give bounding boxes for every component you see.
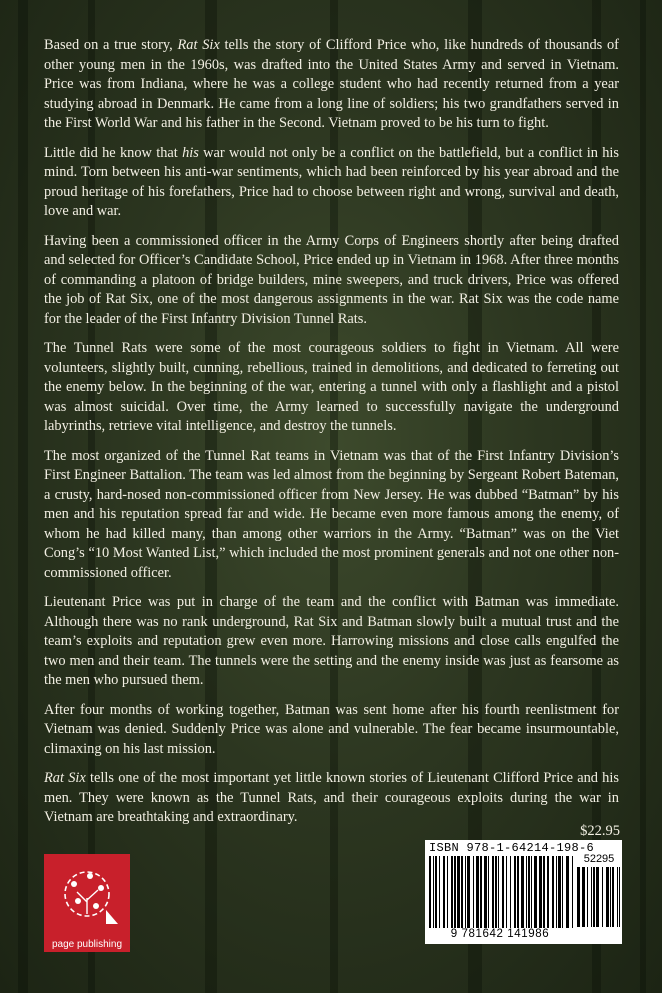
blurb-text: Based on a true story,	[44, 37, 178, 53]
isbn-barcode	[425, 840, 622, 944]
barcode-bar	[526, 856, 527, 928]
barcode-bar	[531, 856, 532, 928]
barcode-bar	[543, 856, 545, 928]
barcode-bar	[547, 856, 549, 928]
barcode-bar	[447, 856, 448, 928]
barcode-bar	[514, 856, 516, 928]
blurb-text: Little did he know that	[44, 144, 183, 161]
barcode-bar	[582, 867, 585, 927]
ean-number: 9 781642 141986	[450, 928, 550, 940]
blurb-paragraph-8	[44, 769, 619, 828]
barcode-bar	[435, 856, 437, 928]
tree-trunk	[18, 0, 28, 993]
barcode-bar	[433, 856, 434, 928]
barcode-bar	[461, 856, 463, 928]
blurb-text: tells one of the most important yet little known stories of Lieutenant Clifford Price and his men. They were known as the Tunnel Rats, and their courageous exploits during the war in Vietnam are breathtaking and extraordinary.	[44, 770, 619, 825]
barcode-bars	[429, 856, 573, 928]
barcode-bar	[476, 856, 479, 928]
barcode-bar	[495, 856, 497, 928]
barcode-bar	[558, 856, 561, 928]
publisher-logo	[44, 854, 130, 952]
barcode-bar	[619, 867, 620, 927]
barcode-bar	[506, 856, 507, 928]
barcode-bar	[617, 867, 618, 927]
price-addon-code: 52295	[583, 853, 615, 865]
barcode-bar	[498, 856, 499, 928]
barcode-bar	[457, 856, 460, 928]
price-label: $22.95	[580, 823, 620, 839]
barcode-bar	[591, 867, 592, 927]
barcode-bar	[610, 867, 611, 927]
barcode-bar	[488, 856, 489, 928]
barcode-bar	[439, 856, 440, 928]
barcode-bar	[517, 856, 519, 928]
back-cover-blurb	[44, 36, 619, 838]
barcode-bar	[602, 867, 603, 927]
barcode-bar	[596, 867, 599, 927]
barcode-bar	[587, 867, 588, 927]
barcode-bar	[484, 856, 487, 928]
blurb-text: tells the story of Clifford Price who, like hundreds of thousands of other young men in the 1960s, was drafted into the United States Army and served in Vietnam. Price was from Indiana, where he was a college student who had recently returned from a year studying abroad in Denmark. He came from a long line of soldiers; his two grandfathers served in the First World War and his father in the Second. Vietnam proved to be his turn to fight.	[44, 37, 619, 131]
barcode-bar	[552, 856, 554, 928]
barcode-bar	[528, 856, 530, 928]
blurb-paragraph-1	[44, 36, 619, 134]
barcode-bar	[467, 856, 470, 928]
barcode-bar	[521, 856, 524, 928]
barcode-bar	[593, 867, 595, 927]
barcode-bar	[606, 867, 609, 927]
blurb-paragraph-5: The most organized of the Tunnel Rat teams in Vietnam was that of the First Infantry Division’s First Engineer Battalion. The team was led almost from the beginning by Sergeant Robert Bateman, a crusty, hard-nosed non-commissioned officer from New Jersey. He was dubbed “Batman” by his men and his reputation spread far and wide. He became even more famous among the enemy, of whom he had killed many, than among other warriors in the Army. “Batman” was on the Viet Cong’s “10 Most Wanted List,” which included the most prominent generals and not one other non-commissioned officer.	[44, 447, 619, 581]
barcode-bar	[539, 856, 542, 928]
book-title-italic: Rat Six	[44, 770, 86, 786]
blurb-paragraph-7: After four months of working together, Batman was sent home after his fourth reenlistment for Vietnam was denied. Suddenly Price was alone and vulnerable. The fear became insurmountable, climaxing on his last mission.	[44, 701, 619, 757]
barcode-bar	[480, 856, 482, 928]
barcode-bar	[612, 867, 614, 927]
publisher-name: page publishing	[51, 939, 123, 950]
addon-barcode-bars	[577, 867, 621, 927]
publisher-tree-icon	[44, 854, 130, 934]
blurb-paragraph-6: Lieutenant Price was put in charge of the team and the conflict with Batman was immediate. Although there was no rank underground, Rat Six and Batman slowly built a mutual trust and the team’s exploits and reputation grew even more. Harrowing missions and close calls engulfed the two men and their team. The tunnels were the setting and the enemy inside was just as fearsome as the men who pursued them.	[44, 594, 619, 688]
barcode-bar	[492, 856, 494, 928]
tree-trunk	[640, 0, 646, 993]
emphasis-word: his	[182, 144, 199, 161]
barcode-bar	[566, 856, 569, 928]
blurb-paragraph-4: The Tunnel Rats were some of the most courageous soldiers to fight in Vietnam. All were volunteers, slightly built, cunning, rebellious, trained in demolitions, and dedicated to ferreting out the enemy below. In the beginning of the war, entering a tunnel with only a flashlight and a pistol was almost suicidal. Over time, the Army learned to successfully navigate the underground labyrinths, retrieve vital intelligence, and destroy the tunnels.	[44, 340, 619, 434]
barcode-bar	[556, 856, 557, 928]
blurb-paragraph-3: Having been a commissioned officer in the Army Corps of Engineers shortly after being drafted and selected for Officer’s Candidate School, Price ended up in Vietnam in 1968. After three months of commanding a platoon of bridge builders, mine sweepers, and truck drivers, Price was offered the job of Rat Six, one of the most dangerous assignments in the war. Rat Six was the code name for the leader of the First Infantry Division Tunnel Rats.	[44, 232, 619, 327]
barcode-bar	[451, 856, 453, 928]
blurb-paragraph-2	[44, 144, 619, 222]
book-title-italic: Rat Six	[177, 37, 220, 53]
barcode-bar	[577, 867, 580, 927]
barcode-bar	[562, 856, 563, 928]
barcode-bar	[473, 856, 474, 928]
barcode-bar	[429, 856, 431, 928]
barcode-bar	[454, 856, 456, 928]
barcode-bar	[572, 856, 573, 928]
blurb-text: war would not only be a conflict on the battlefield, but a conflict in his mind. Torn between his anti-war sentiments, which had been reinforced by his year abroad and the proud heritage of his forefathers, Price had to choose between right and wrong, survival and death, love and war.	[44, 144, 620, 219]
barcode-bar	[502, 856, 504, 928]
barcode-bar	[534, 856, 537, 928]
barcode-bar	[465, 856, 466, 928]
isbn-label: ISBN 978-1-64214-198-6	[429, 841, 595, 855]
barcode-bar	[443, 856, 445, 928]
barcode-bar	[510, 856, 511, 928]
